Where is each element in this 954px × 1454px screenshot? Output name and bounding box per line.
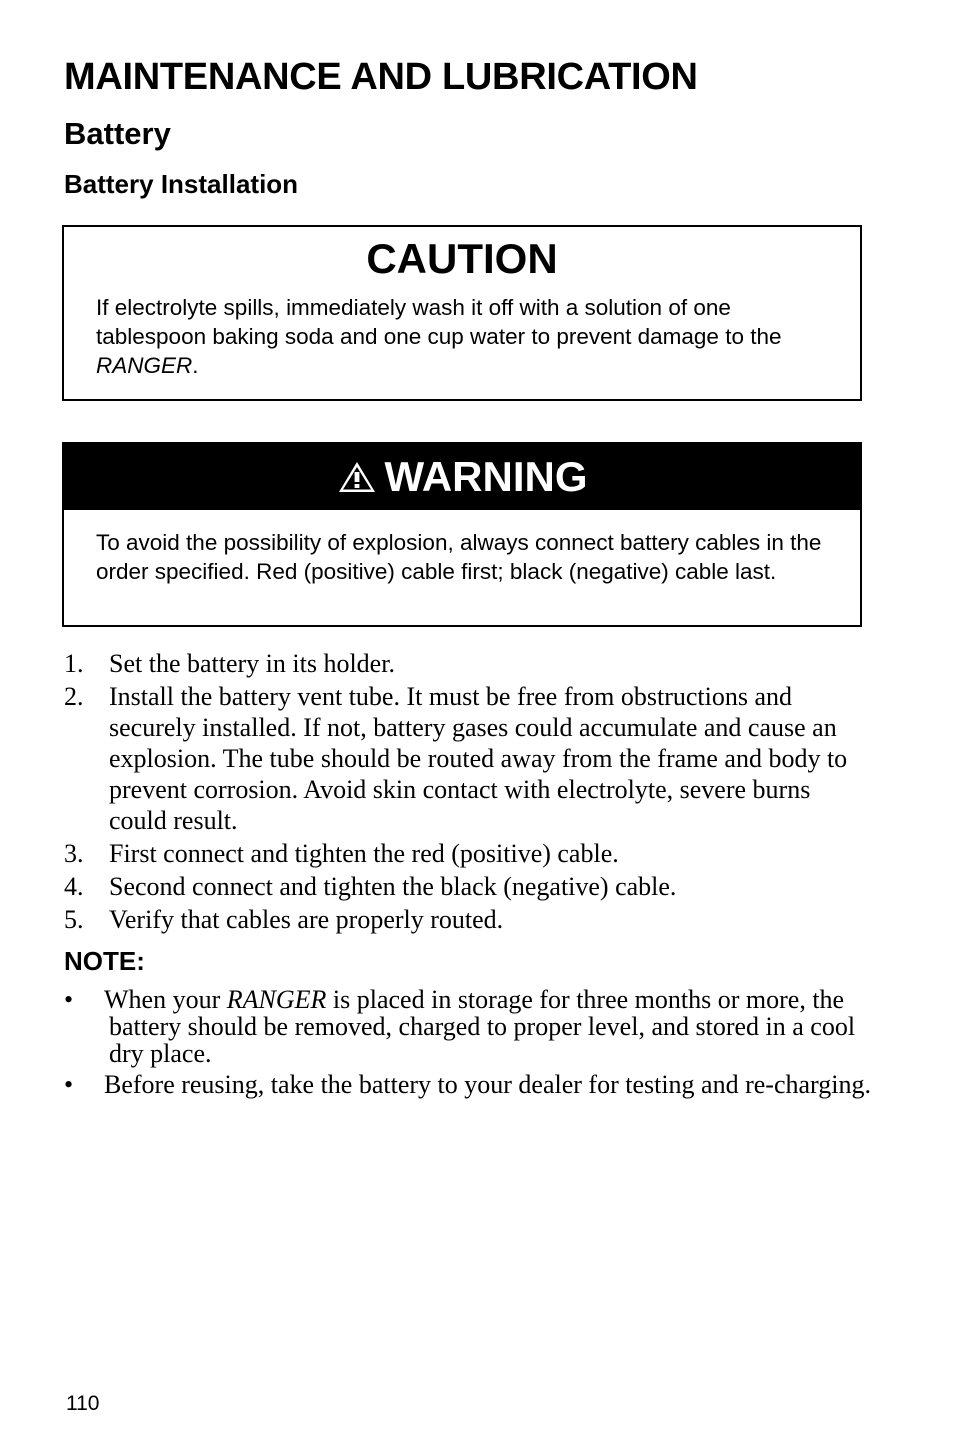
caution-text-end: . [192,353,199,378]
caution-text-start: If electrolyte spills, immediately wash it off with a solution of one tablespoon baking soda and one cup water to prevent damage to the [96,295,782,349]
note-list [64,986,874,1102]
bullet-icon: • [64,985,74,1014]
step-text: Install the battery vent tube. It must be free from obstructions and securely installed. If not, battery gases could accumulate and cause an explosion. The tube should be routed away from the frame and body to prevent corrosion. Avoid skin contact with electrolyte, severe burns could result. [109,682,848,835]
step-item [64,648,874,679]
installation-steps [64,648,874,937]
step-item [64,838,874,869]
step-item [64,681,874,836]
warning-box [62,442,862,627]
note-text-end: is placed in storage for three months or more, the battery should be removed, charged to proper level, and stored in a cool dry place. [109,985,856,1068]
step-number: 4. [64,872,84,901]
caution-text [96,293,836,380]
note-text-start: When your [104,985,227,1014]
bullet-icon: • [64,1070,74,1099]
warning-text: To avoid the possibility of explosion, always connect battery cables in the order specified. Red (positive) cable first; black (negative) cable last. [96,530,822,584]
step-item [64,904,874,935]
step-text: Set the battery in its holder. [109,649,395,678]
warning-heading: WARNING [384,453,588,500]
step-number: 2. [64,682,84,711]
step-text: Second connect and tighten the black (negative) cable. [109,872,677,901]
caution-heading: CAUTION [366,235,558,282]
note-text-emphasis: RANGER [226,985,327,1014]
warning-header [64,444,860,510]
page-number: 110 [66,1392,100,1415]
step-number: 1. [64,649,84,678]
note-item [64,986,874,1067]
subsection-title: Battery Installation [64,169,299,199]
caution-text-emphasis: RANGER [96,353,193,378]
warning-triangle-icon [337,460,377,494]
step-text: Verify that cables are properly routed. [109,905,504,934]
section-title: Battery [64,116,171,151]
step-number: 5. [64,905,84,934]
step-text: First connect and tighten the red (positive) cable. [109,839,619,868]
step-item [64,871,874,902]
page-title: MAINTENANCE AND LUBRICATION [64,56,698,98]
step-number: 3. [64,839,84,868]
note-item [64,1071,874,1098]
note-heading: NOTE: [64,946,145,976]
note-text-start: Before reusing, take the battery to your dealer for testing and re-charging. [104,1070,871,1099]
caution-box [62,225,862,401]
